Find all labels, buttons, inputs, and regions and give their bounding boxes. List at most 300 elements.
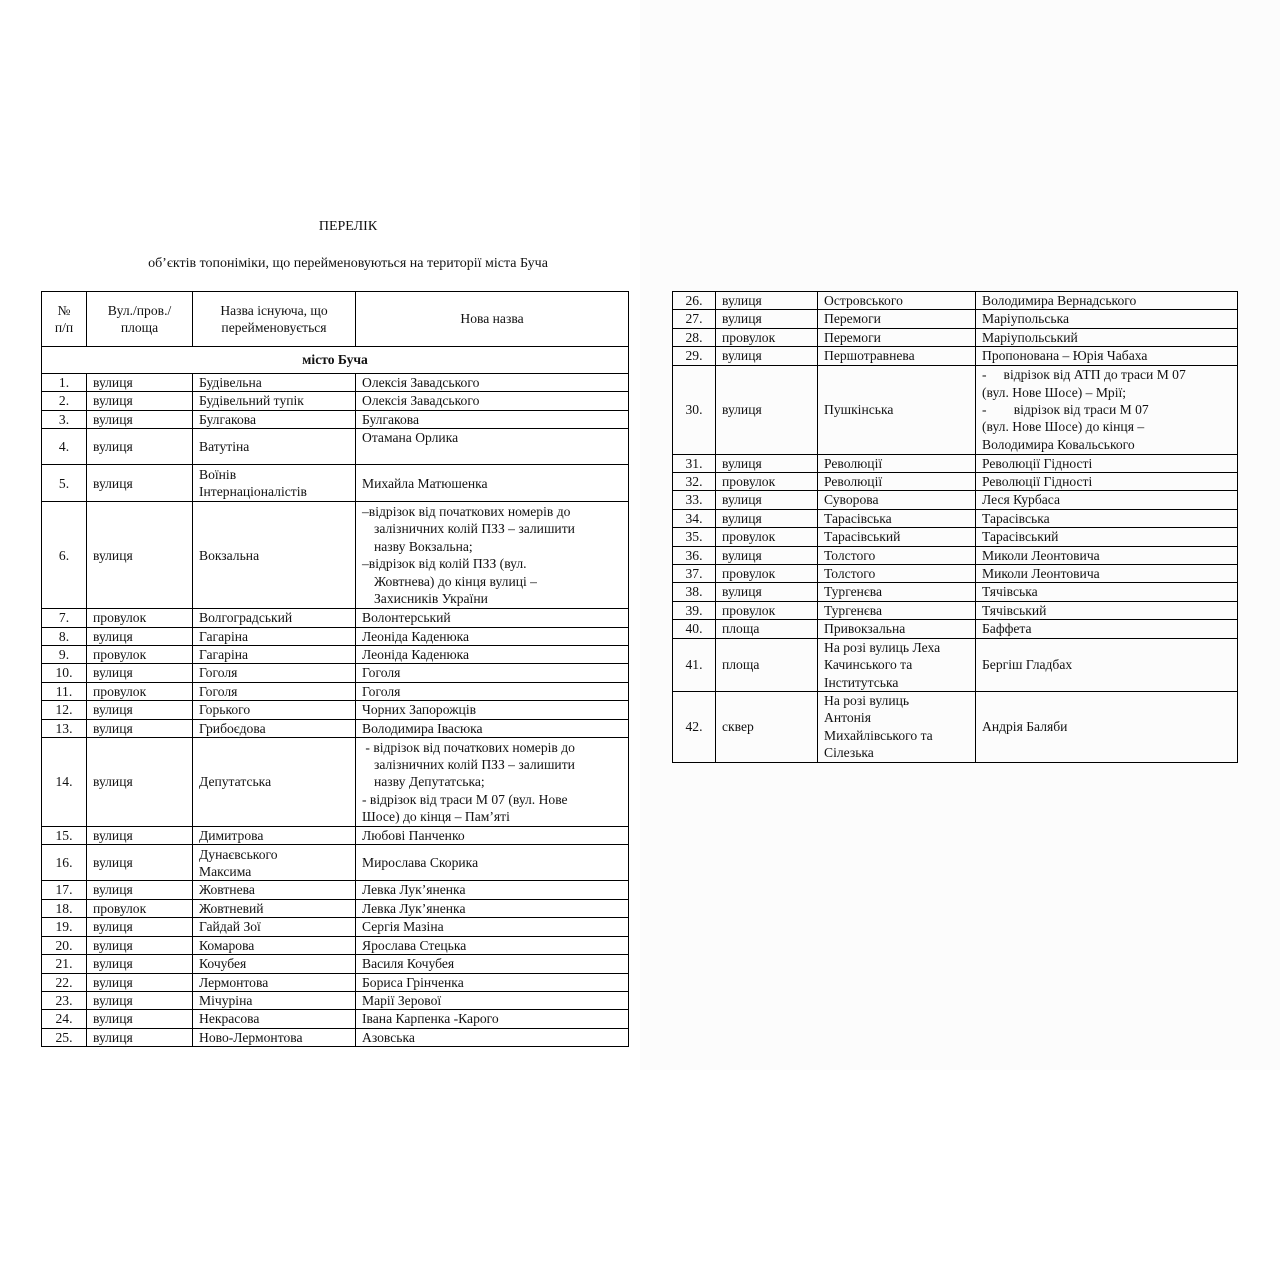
current-name-line: Тургенєва	[824, 584, 883, 600]
row-new-name	[976, 565, 1238, 583]
row-current-name	[193, 429, 356, 465]
row-current-name	[818, 620, 976, 638]
row-current-name	[818, 310, 976, 328]
table-row	[673, 310, 1238, 328]
row-current-name	[193, 899, 356, 917]
current-name-line: Ватутіна	[199, 439, 250, 455]
row-new-name	[356, 392, 629, 410]
current-name-line: Грибоєдова	[199, 720, 266, 736]
header-type-line: площа	[120, 320, 159, 335]
row-new-name	[976, 454, 1238, 472]
row-number: 23.	[42, 991, 87, 1009]
new-name-line: Леоніда Каденюка	[362, 647, 470, 663]
new-name-line: Тячівська	[982, 584, 1038, 600]
row-current-name	[818, 328, 976, 346]
new-name-line: Любові Панченко	[362, 828, 465, 844]
row-new-name	[356, 918, 629, 936]
current-name-line: Качинського та	[824, 657, 913, 673]
row-current-name	[193, 682, 356, 700]
new-name-line: Миколи Леонтовича	[982, 566, 1100, 582]
new-name-line: Шосе) до кінця – Пам’яті	[362, 809, 510, 825]
row-current-name	[193, 609, 356, 627]
row-current-name	[818, 347, 976, 365]
row-new-name	[356, 374, 629, 392]
row-current-name	[193, 845, 356, 881]
row-type: вулиця	[87, 465, 193, 502]
header-row	[42, 292, 629, 347]
table-row	[42, 899, 629, 917]
current-name-line: Перемоги	[824, 311, 881, 327]
row-type: площа	[716, 638, 818, 691]
row-number: 2.	[42, 392, 87, 410]
table-row	[42, 1028, 629, 1046]
row-new-name	[356, 936, 629, 954]
row-type: вулиця	[716, 454, 818, 472]
current-name-line: Революції	[824, 455, 883, 471]
new-name-line: Левка Лук’яненка	[362, 900, 466, 916]
row-number: 25.	[42, 1028, 87, 1046]
row-new-name	[976, 583, 1238, 601]
current-name-line: Димитрова	[199, 828, 264, 844]
section-title: місто Буча	[42, 347, 629, 374]
row-type: вулиця	[87, 429, 193, 465]
new-name-line: Тарасівська	[982, 510, 1050, 526]
table-row	[673, 454, 1238, 472]
current-name-line: Вокзальна	[199, 547, 260, 563]
row-current-name	[193, 465, 356, 502]
new-name-line: залізничних колій ПЗЗ – залишити	[374, 756, 575, 772]
table-row	[673, 620, 1238, 638]
current-name-line: Сілезька	[824, 745, 874, 761]
new-name-line: Революції Гідності	[982, 455, 1093, 471]
row-number: 32.	[673, 473, 716, 491]
new-name-line: Революції Гідності	[982, 474, 1093, 490]
row-current-name	[193, 936, 356, 954]
current-name-line: Лермонтова	[199, 974, 269, 990]
current-name-line: Мічуріна	[199, 992, 253, 1008]
row-new-name	[356, 410, 629, 428]
table-row	[673, 509, 1238, 527]
row-type: вулиця	[87, 627, 193, 645]
current-name-line: Булгакова	[199, 411, 257, 427]
row-type: вулиця	[87, 719, 193, 737]
current-name-line: Гоголя	[199, 665, 238, 681]
current-name-line: Михайлівського та	[824, 727, 933, 743]
table-row	[673, 491, 1238, 509]
row-new-name	[976, 365, 1238, 454]
current-name-line: Волгоградський	[199, 610, 293, 626]
table-row	[42, 845, 629, 881]
row-new-name	[356, 827, 629, 845]
new-name-line: Володимира Івасюка	[362, 720, 483, 736]
row-number: 40.	[673, 620, 716, 638]
row-new-name	[356, 899, 629, 917]
current-name-line: На розі вулиць Леха	[824, 639, 941, 655]
current-name-line: Привокзальна	[824, 621, 906, 637]
row-number: 18.	[42, 899, 87, 917]
row-current-name	[818, 565, 976, 583]
new-name-line: - відрізок від початкових номерів до	[362, 739, 575, 755]
row-number: 19.	[42, 918, 87, 936]
row-new-name	[976, 310, 1238, 328]
row-number: 34.	[673, 509, 716, 527]
row-type: вулиця	[87, 502, 193, 609]
table-row	[673, 691, 1238, 762]
new-name-line: Захисників України	[374, 591, 488, 607]
table-row	[673, 601, 1238, 619]
row-number: 30.	[673, 365, 716, 454]
row-number: 1.	[42, 374, 87, 392]
table-row	[42, 664, 629, 682]
row-type: вулиця	[87, 936, 193, 954]
row-type: вулиця	[87, 664, 193, 682]
current-name-line: Гайдай Зої	[199, 919, 261, 935]
row-current-name	[193, 701, 356, 719]
row-current-name	[193, 991, 356, 1009]
row-new-name	[976, 528, 1238, 546]
row-number: 26.	[673, 292, 716, 310]
row-new-name	[976, 292, 1238, 310]
table-row	[42, 973, 629, 991]
current-name-line: Некрасова	[199, 1011, 260, 1027]
current-name-line: Горького	[199, 702, 251, 718]
row-number: 24.	[42, 1010, 87, 1028]
current-name-line: Дунаєвського	[199, 846, 278, 862]
row-number: 4.	[42, 429, 87, 465]
current-name-line: Інститутська	[824, 674, 899, 690]
row-current-name	[193, 918, 356, 936]
row-current-name	[818, 473, 976, 491]
new-name-line: Олексія Завадського	[362, 393, 480, 409]
new-name-line: залізничних колій ПЗЗ – залишити	[374, 521, 575, 537]
row-number: 7.	[42, 609, 87, 627]
table-row	[42, 827, 629, 845]
row-current-name	[193, 664, 356, 682]
current-name-line: Кочубея	[199, 956, 247, 972]
row-type: провулок	[87, 646, 193, 664]
row-current-name	[193, 955, 356, 973]
row-type: вулиця	[87, 973, 193, 991]
new-name-line: Гоголя	[362, 665, 401, 681]
row-new-name	[356, 682, 629, 700]
header-current-line: Назва існуюча, що	[220, 302, 328, 318]
current-name-line: Антонія	[824, 710, 871, 726]
row-current-name	[193, 719, 356, 737]
new-name-line: Маріупольська	[982, 311, 1070, 327]
header-current-line: перейменовується	[221, 320, 327, 335]
row-new-name	[356, 465, 629, 502]
current-name-line: Тарасівський	[824, 529, 901, 545]
table-row	[42, 429, 629, 465]
header-current-name	[193, 292, 356, 347]
current-name-line: Тургенєва	[824, 602, 883, 618]
new-name-line: - відрізок від траси М 07	[982, 401, 1149, 417]
new-name-line: Леся Курбаса	[982, 492, 1061, 508]
row-number: 37.	[673, 565, 716, 583]
row-type: вулиця	[87, 955, 193, 973]
current-name-line: Воїнів	[199, 466, 237, 482]
row-number: 14.	[42, 738, 87, 827]
row-new-name	[356, 664, 629, 682]
row-number: 39.	[673, 601, 716, 619]
row-current-name	[193, 392, 356, 410]
row-number: 42.	[673, 691, 716, 762]
row-type: провулок	[716, 473, 818, 491]
table-row	[42, 881, 629, 899]
table-row	[673, 292, 1238, 310]
row-number: 16.	[42, 845, 87, 881]
header-number-line: №	[57, 302, 71, 318]
row-new-name	[976, 328, 1238, 346]
new-name-line: –відрізок від початкових номерів до	[362, 504, 571, 519]
current-name-line: Революції	[824, 474, 883, 490]
section-row	[42, 347, 629, 374]
row-new-name	[356, 701, 629, 719]
row-type: провулок	[87, 609, 193, 627]
row-new-name	[356, 627, 629, 645]
row-current-name	[193, 1028, 356, 1046]
row-new-name	[976, 473, 1238, 491]
row-current-name	[193, 410, 356, 428]
row-number: 8.	[42, 627, 87, 645]
row-type: вулиця	[716, 292, 818, 310]
row-new-name	[976, 491, 1238, 509]
row-new-name	[976, 509, 1238, 527]
table-row	[42, 918, 629, 936]
row-type: вулиця	[87, 738, 193, 827]
current-name-line: Максима	[199, 863, 252, 879]
row-type: сквер	[716, 691, 818, 762]
row-type: вулиця	[87, 392, 193, 410]
row-type: вулиця	[87, 701, 193, 719]
row-new-name	[356, 609, 629, 627]
new-name-line: Чорних Запорожців	[362, 702, 477, 718]
table-row	[673, 565, 1238, 583]
row-current-name	[193, 1010, 356, 1028]
row-number: 10.	[42, 664, 87, 682]
new-name-line: Булгакова	[362, 411, 420, 427]
current-name-line: Комарова	[199, 937, 255, 953]
current-name-line: Суворова	[824, 492, 879, 508]
table-row	[42, 502, 629, 609]
row-number: 17.	[42, 881, 87, 899]
table-row	[42, 609, 629, 627]
new-name-line: Леоніда Каденюка	[362, 628, 470, 644]
row-number: 29.	[673, 347, 716, 365]
new-name-line: Миколи Леонтовича	[982, 547, 1100, 563]
row-type: площа	[716, 620, 818, 638]
row-type: провулок	[716, 328, 818, 346]
new-name-line: - відрізок від АТП до траси М 07	[982, 367, 1186, 383]
table-row	[42, 410, 629, 428]
table-row	[673, 528, 1238, 546]
row-type: вулиця	[716, 491, 818, 509]
new-name-line: Мирослава Скорика	[362, 855, 479, 871]
new-name-line: Гоголя	[362, 683, 401, 699]
current-name-line: Тарасівська	[824, 510, 892, 526]
row-current-name	[818, 528, 976, 546]
new-name-line: Жовтнева) до кінця вулиці –	[374, 573, 537, 589]
row-type: вулиця	[716, 310, 818, 328]
current-name-line: Гагаріна	[199, 628, 249, 644]
table-row	[673, 583, 1238, 601]
row-type: вулиця	[87, 991, 193, 1009]
row-number: 11.	[42, 682, 87, 700]
row-current-name	[818, 491, 976, 509]
row-type: вулиця	[716, 583, 818, 601]
row-new-name	[356, 881, 629, 899]
row-new-name	[356, 1028, 629, 1046]
row-number: 33.	[673, 491, 716, 509]
row-current-name	[818, 638, 976, 691]
new-name-line: Левка Лук’яненка	[362, 882, 466, 898]
table-row	[42, 936, 629, 954]
row-new-name	[356, 991, 629, 1009]
row-type: вулиця	[716, 509, 818, 527]
new-name-line: Отамана Орлика	[362, 430, 459, 446]
current-name-line: Гагаріна	[199, 647, 249, 663]
row-new-name	[356, 738, 629, 827]
row-current-name	[193, 973, 356, 991]
row-number: 31.	[673, 454, 716, 472]
table-row	[673, 638, 1238, 691]
renaming-table-right	[672, 291, 1238, 763]
current-name-line: Будівельний тупік	[199, 393, 304, 409]
new-name-line: Олексія Завадського	[362, 375, 480, 390]
new-name-line: Азовська	[362, 1029, 415, 1045]
current-name-line: Жовтневий	[199, 900, 264, 916]
table-row	[673, 328, 1238, 346]
row-current-name	[193, 646, 356, 664]
new-name-line: (вул. Нове Шосе) до кінця –	[982, 419, 1145, 435]
table-row	[42, 646, 629, 664]
new-name-line: Тячівський	[982, 602, 1047, 618]
row-new-name	[356, 973, 629, 991]
row-current-name	[193, 881, 356, 899]
row-number: 9.	[42, 646, 87, 664]
table-row	[42, 392, 629, 410]
row-new-name	[976, 546, 1238, 564]
current-name-line: Пушкінська	[824, 401, 894, 417]
row-type: провулок	[87, 899, 193, 917]
row-new-name	[976, 620, 1238, 638]
new-name-line: Івана Карпенка -Карого	[362, 1011, 499, 1027]
row-number: 6.	[42, 502, 87, 609]
current-name-line: На розі вулиць	[824, 692, 910, 708]
row-number: 21.	[42, 955, 87, 973]
table-row	[42, 738, 629, 827]
row-number: 27.	[673, 310, 716, 328]
renaming-table-left	[41, 291, 629, 1047]
row-number: 5.	[42, 465, 87, 502]
header-type-line: Вул./пров./	[107, 302, 172, 318]
header-new-name: Нова назва	[356, 292, 629, 347]
new-name-line: Володимира Ковальського	[982, 436, 1135, 452]
new-name-line: Баффета	[982, 621, 1032, 637]
row-new-name	[976, 347, 1238, 365]
document-title: ПЕРЕЛІК	[318, 219, 378, 234]
table-row	[673, 546, 1238, 564]
row-type: вулиця	[87, 1010, 193, 1028]
row-current-name	[818, 292, 976, 310]
new-name-line: назву Депутатська;	[374, 774, 485, 790]
row-current-name	[193, 738, 356, 827]
row-number: 13.	[42, 719, 87, 737]
row-new-name	[356, 955, 629, 973]
current-name-line: Толстого	[824, 547, 876, 563]
row-current-name	[818, 546, 976, 564]
row-number: 22.	[42, 973, 87, 991]
current-name-line: Гоголя	[199, 683, 238, 699]
row-type: провулок	[716, 565, 818, 583]
header-number	[42, 292, 87, 347]
table-row	[42, 701, 629, 719]
row-new-name	[356, 429, 629, 465]
row-number: 28.	[673, 328, 716, 346]
current-name-line: Ново-Лермонтова	[199, 1029, 303, 1045]
row-new-name	[976, 601, 1238, 619]
table-row	[42, 465, 629, 502]
document-subtitle: об’єктів топоніміки, що перейменовуються на території міста Буча	[148, 256, 548, 271]
current-name-line: Інтернаціоналістів	[199, 484, 307, 500]
row-new-name	[976, 691, 1238, 762]
row-type: вулиця	[716, 347, 818, 365]
row-current-name	[818, 454, 976, 472]
row-current-name	[193, 374, 356, 392]
new-name-line: Андрія Баляби	[982, 719, 1068, 735]
new-name-line: Волонтерський	[362, 610, 451, 626]
new-name-line: Михайла Матюшенка	[362, 475, 488, 491]
table-row	[673, 473, 1238, 491]
current-name-line: Островського	[824, 293, 903, 308]
table-row	[42, 955, 629, 973]
new-name-line: назву Вокзальна;	[374, 538, 473, 554]
table-row	[42, 991, 629, 1009]
row-new-name	[976, 638, 1238, 691]
current-name-line: Депутатська	[199, 774, 272, 790]
row-number: 20.	[42, 936, 87, 954]
row-type: провулок	[716, 601, 818, 619]
row-current-name	[193, 502, 356, 609]
row-new-name	[356, 1010, 629, 1028]
current-name-line: Толстого	[824, 566, 876, 582]
new-name-line: Василя Кочубея	[362, 956, 455, 972]
row-current-name	[818, 601, 976, 619]
table-row	[42, 682, 629, 700]
table-row	[673, 347, 1238, 365]
row-type: вулиця	[716, 546, 818, 564]
row-current-name	[818, 509, 976, 527]
row-number: 41.	[673, 638, 716, 691]
table-row	[42, 374, 629, 392]
row-type: вулиця	[87, 374, 193, 392]
header-type	[87, 292, 193, 347]
row-new-name	[356, 646, 629, 664]
row-type: вулиця	[87, 918, 193, 936]
row-type: вулиця	[87, 881, 193, 899]
new-name-line: Бориса Грінченка	[362, 974, 464, 990]
row-type: провулок	[87, 682, 193, 700]
row-current-name	[818, 365, 976, 454]
row-current-name	[818, 583, 976, 601]
current-name-line: Перемоги	[824, 329, 881, 345]
new-name-line: Тарасівський	[982, 529, 1059, 545]
row-type: вулиця	[87, 845, 193, 881]
new-name-line: (вул. Нове Шосе) – Мрії;	[982, 384, 1127, 400]
row-type: вулиця	[87, 410, 193, 428]
row-number: 3.	[42, 410, 87, 428]
row-number: 12.	[42, 701, 87, 719]
